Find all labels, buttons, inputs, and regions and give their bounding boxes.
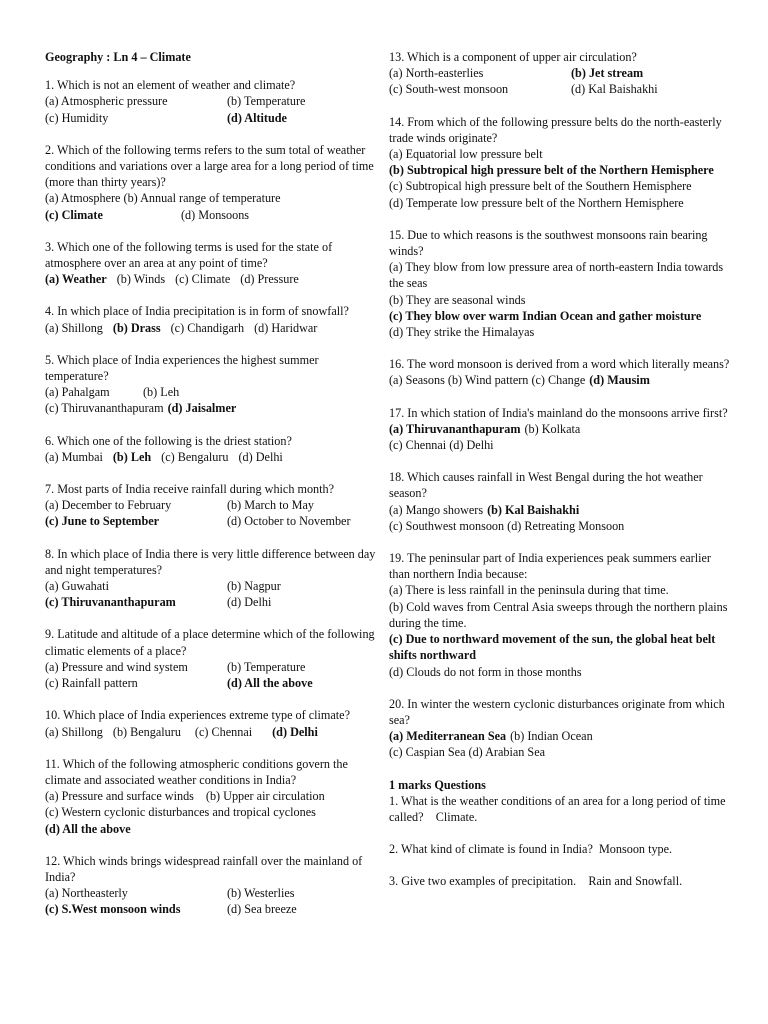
short-question-3 [389,873,734,889]
question-9 [45,626,380,691]
question-1 [45,77,380,126]
short-question-2 [389,841,734,857]
question-text: 18. Which causes rainfall in West Bengal during the hot weather season? [389,470,703,501]
option-b: (b) Westerlies [227,886,295,901]
question-2 [45,142,380,223]
option-a: (a) Shillong [45,724,103,739]
question-20 [389,696,734,761]
question-5 [45,352,380,417]
option-d-answer: (d) Jaisalmer [167,401,237,416]
left-column [45,49,380,934]
option-d: (d) Kal Baishakhi [571,82,658,97]
question-text: 14. From which of the following pressure belts do the north-easterly trade winds originate? [389,114,722,145]
short-question-text: 3. Give two examples of precipitation. [389,874,577,889]
option-b-answer: (b) Jet stream [571,66,644,81]
question-6 [45,433,380,465]
option-c-answer: (c) Thiruvananthapuram [45,595,176,610]
short-answer: Monsoon type. [598,842,673,857]
option-a: (a) Pressure and surface winds [45,789,194,804]
option-a: (a) Equatorial low pressure belt [389,147,543,162]
option-a: (a) Pressure and wind system [45,659,188,674]
question-13 [389,49,734,98]
option-a: (a) Mumbai [45,449,103,464]
option-c-answer: (c) Climate [45,207,103,222]
question-text: 16. The word monsoon is derived from a word which literally means? [389,357,730,372]
one-mark-section [389,777,734,890]
option-c: (c) Western cyclonic disturbances and tropical cyclones [45,805,316,820]
option-a: (a) Atmospheric pressure [45,94,168,109]
question-text: 5. Which place of India experiences the highest summer temperature? [45,352,319,384]
option-b: (b) March to May [227,498,314,513]
option-d: (d) October to November [227,514,351,529]
option-d: (d) Monsoons [181,207,250,222]
question-4 [45,303,380,335]
option-b: (b) Bengaluru [112,724,181,739]
option-cd: (c) Southwest monsoon (d) Retreating Monsoon [389,518,625,533]
option-b: (b) Kolkata [524,421,581,436]
question-text: 17. In which station of India's mainland do the monsoons arrive first? [389,405,728,420]
question-17 [389,405,734,454]
option-d: (d) Delhi [227,595,272,610]
question-text: 2. Which of the following terms refers to the sum total of weather conditions and variations over a large area for a long period of time (more than thirty years)? [45,142,374,190]
option-c: (c) South-west monsoon [389,82,509,97]
option-b: (b) Cold waves from Central Asia sweeps through the northern plains during the time. [389,599,728,630]
short-question-text: 2. What kind of climate is found in India? [389,842,593,857]
option-c: (c) Subtropical high pressure belt of the Southern Hemisphere [389,179,692,194]
option-a: (a) Northeasterly [45,886,128,901]
option-b: (b) Nagpur [227,579,281,594]
option-d: (d) They strike the Himalayas [389,325,535,340]
question-19 [389,550,734,680]
option-a: (a) Guwahati [45,579,109,594]
option-cd: (c) Caspian Sea (d) Arabian Sea [389,745,546,760]
short-question-text: 1. What is the weather conditions of an area for a long period of time called? [389,793,726,824]
option-a: (a) December to February [45,498,172,513]
option-d-answer: (d) Delhi [272,724,318,739]
question-text: 7. Most parts of India receive rainfall during which month? [45,482,335,497]
option-a: (a) North-easterlies [389,66,484,81]
question-text: 20. In winter the western cyclonic disturbances originate from which sea? [389,696,725,727]
option-d-answer: (d) All the above [227,676,313,691]
question-12 [45,853,380,918]
option-c: (c) Rainfall pattern [45,676,138,691]
question-text: 19. The peninsular part of India experiences peak summers earlier than northern India because: [389,551,711,582]
question-text: 12. Which winds brings widespread rainfall over the mainland of India? [45,853,363,884]
option-b: (b) Winds [116,272,166,287]
question-text: 4. In which place of India precipitation is in form of snowfall? [45,304,349,319]
option-c-answer: (c) Due to northward movement of the sun, the global heat belt shifts northward [389,632,716,663]
option-b-answer: (b) Leh [112,449,152,464]
option-d-answer: (d) Altitude [227,110,287,125]
option-d: (d) Temperate low pressure belt of the Northern Hemisphere [389,195,684,210]
question-text: 6. Which one of the following is the driest station? [45,433,292,448]
question-text: 11. Which of the following atmospheric conditions govern the climate and associated weather conditions in India? [45,756,348,787]
question-text: 15. Due to which reasons is the southwest monsoons rain bearing winds? [389,227,708,259]
option-cd: (c) Chennai (d) Delhi [389,438,494,453]
option-a-answer: (a) Weather [45,272,107,287]
option-b: (b) Indian Ocean [510,729,593,744]
option-c: (c) Thiruvananthapuram [45,401,164,416]
right-column [389,49,734,906]
option-a: (a) Shillong [45,320,103,335]
option-d: (d) Pressure [240,272,299,287]
question-15 [389,227,734,340]
short-answer: Climate. [435,809,478,824]
option-c: (c) Chandigarh [170,320,245,335]
question-3 [45,239,380,288]
option-a-answer: (a) Mediterranean Sea [389,729,507,744]
option-c: (c) Chennai [194,724,253,739]
question-8 [45,546,380,611]
short-question-1 [389,793,734,825]
option-a: (a) There is less rainfall in the peninsula during that time. [389,583,669,598]
section-title: 1 marks Questions [389,777,486,792]
option-b: (b) Leh [143,385,180,400]
short-answer: Rain and Snowfall. [588,874,683,889]
option-b-answer: (b) Drass [112,320,161,335]
option-d-answer: (d) Mausim [589,373,650,388]
option-d: (d) Sea breeze [227,902,297,917]
question-text: 8. In which place of India there is very little difference between day and night temperatures? [45,546,376,577]
option-c-answer: (c) June to September [45,514,160,529]
option-c: (c) Climate [175,272,231,287]
option-b: (b) Temperature [227,659,306,674]
question-10 [45,707,380,739]
option-a: (a) Pahalgam [45,385,110,400]
option-b-answer: (b) Subtropical high pressure belt of the Northern Hemisphere [389,163,714,178]
option-c-answer: (c) They blow over warm Indian Ocean and gather moisture [389,308,702,323]
option-b: (b) They are seasonal winds [389,292,526,307]
option-ab: (a) Atmosphere (b) Annual range of temperature [45,191,281,206]
option-c: (c) Bengaluru [161,449,229,464]
option-c: (c) Humidity [45,110,109,125]
option-a-answer: (a) Thiruvananthapuram [389,421,521,436]
question-text: 13. Which is a component of upper air circulation? [389,50,637,64]
worksheet-title: Geography : Ln 4 – Climate [45,50,191,64]
question-text: 3. Which one of the following terms is used for the state of atmosphere over an area at any point of time? [45,239,333,271]
option-c-answer: (c) S.West monsoon winds [45,902,181,917]
question-11 [45,756,380,837]
question-16 [389,356,734,388]
option-d-answer: (d) All the above [45,821,131,836]
option-b-answer: (b) Kal Baishakhi [487,502,580,517]
question-text: 9. Latitude and altitude of a place determine which of the following climatic elements of a place? [45,627,375,658]
question-14 [389,114,734,211]
question-text: 10. Which place of India experiences extreme type of climate? [45,708,350,723]
option-a: (a) Mango showers [389,502,484,517]
option-b: (b) Upper air circulation [205,789,325,804]
option-d: (d) Clouds do not form in those months [389,664,582,679]
option-abc: (a) Seasons (b) Wind pattern (c) Change [389,373,586,388]
option-d: (d) Delhi [238,449,283,464]
question-text: 1. Which is not an element of weather and climate? [45,78,296,93]
option-a: (a) They blow from low pressure area of north-eastern India towards the seas [389,260,724,291]
option-d: (d) Haridwar [254,320,318,335]
question-18 [389,469,734,534]
option-b: (b) Temperature [227,94,306,109]
question-7 [45,481,380,530]
